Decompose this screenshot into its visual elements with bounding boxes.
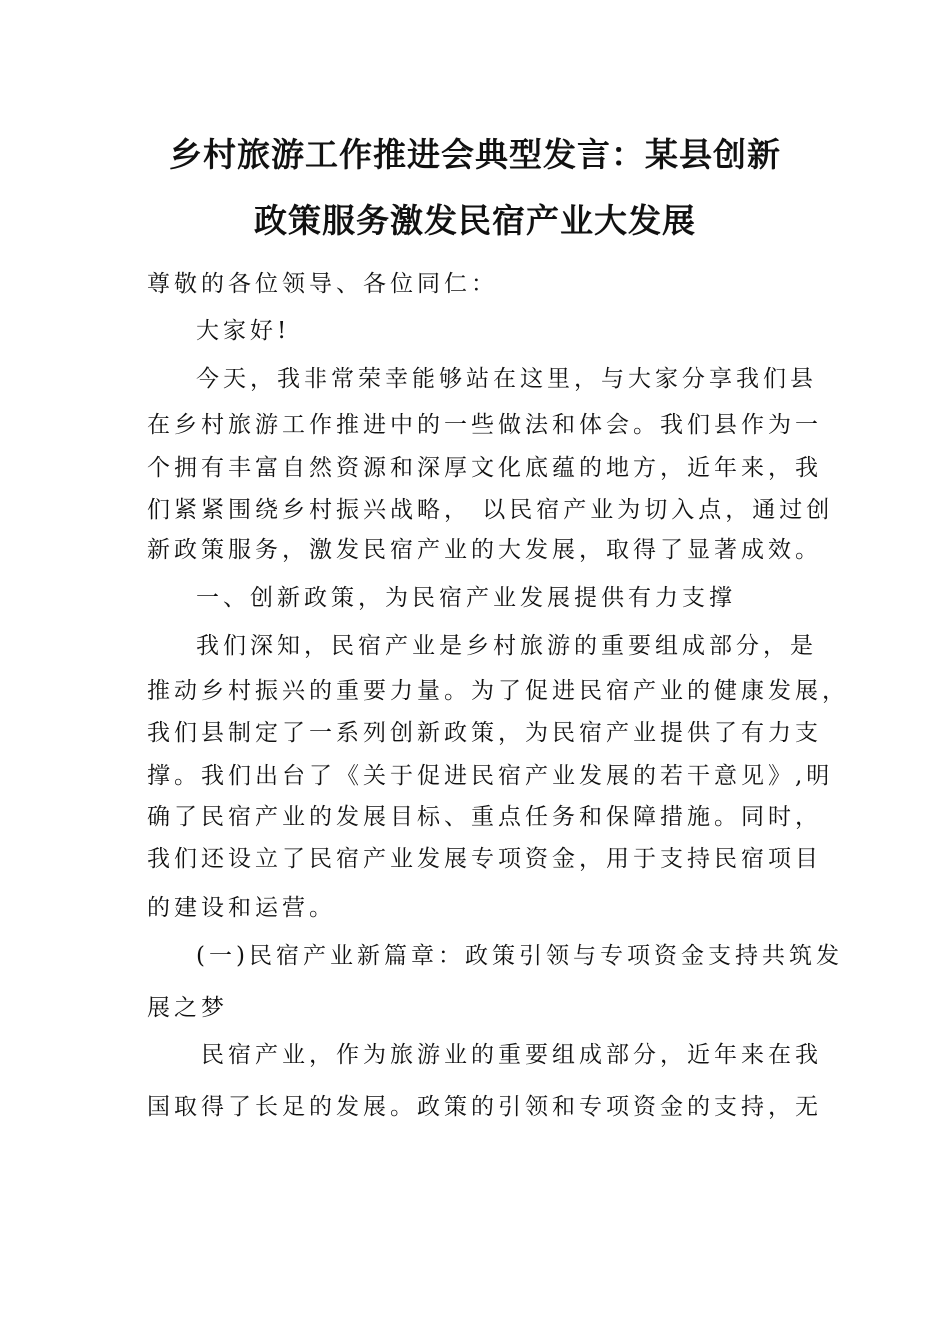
intro-line: 在乡村旅游工作推进中的一些做法和体会。我们县作为一 (147, 412, 822, 438)
intro-line: 们紧紧围绕乡村振兴战略， 以民宿产业为切入点，通过创 (147, 497, 834, 523)
document-title-line-1: 乡村旅游工作推进会典型发言：某县创新 (169, 135, 781, 174)
subsection-heading-line: (一)民宿产业新篇章：政策引领与专项资金支持共筑发 (196, 943, 843, 969)
subsection-paragraph-line: 国取得了长足的发展。政策的引领和专项资金的支持，无 (147, 1094, 822, 1120)
intro-line: 新政策服务，激发民宿产业的大发展，取得了显著成效。 (147, 537, 822, 563)
section-paragraph-line: 我们县制定了一系列创新政策，为民宿产业提供了有力支 (147, 720, 822, 746)
section-paragraph-line: 确了民宿产业的发展目标、重点任务和保障措施。同时， (147, 804, 822, 830)
greeting: 大家好! (196, 318, 291, 344)
subsection-heading-line: 展之梦 (147, 995, 228, 1021)
intro-line: 个拥有丰富自然资源和深厚文化底蕴的地方，近年来，我 (147, 455, 822, 481)
section-paragraph-line: 撑。我们出台了《关于促进民宿产业发展的若干意见》,明 (147, 763, 834, 789)
section-heading: 一、创新政策，为民宿产业发展提供有力支撑 (196, 585, 736, 611)
section-paragraph-line: 的建设和运营。 (147, 895, 336, 921)
section-paragraph-line: 推动乡村振兴的重要力量。为了促进民宿产业的健康发展， (147, 678, 849, 704)
subsection-paragraph-line: 民宿产业，作为旅游业的重要组成部分，近年来在我 (201, 1042, 822, 1068)
salutation: 尊敬的各位领导、各位同仁： (147, 271, 498, 297)
intro-line: 今天，我非常荣幸能够站在这里，与大家分享我们县 (196, 366, 817, 392)
section-paragraph-line: 我们还设立了民宿产业发展专项资金，用于支持民宿项目 (147, 846, 822, 872)
document-title-line-2: 政策服务激发民宿产业大发展 (254, 201, 696, 240)
section-paragraph-line: 我们深知，民宿产业是乡村旅游的重要组成部分，是 (196, 633, 817, 659)
